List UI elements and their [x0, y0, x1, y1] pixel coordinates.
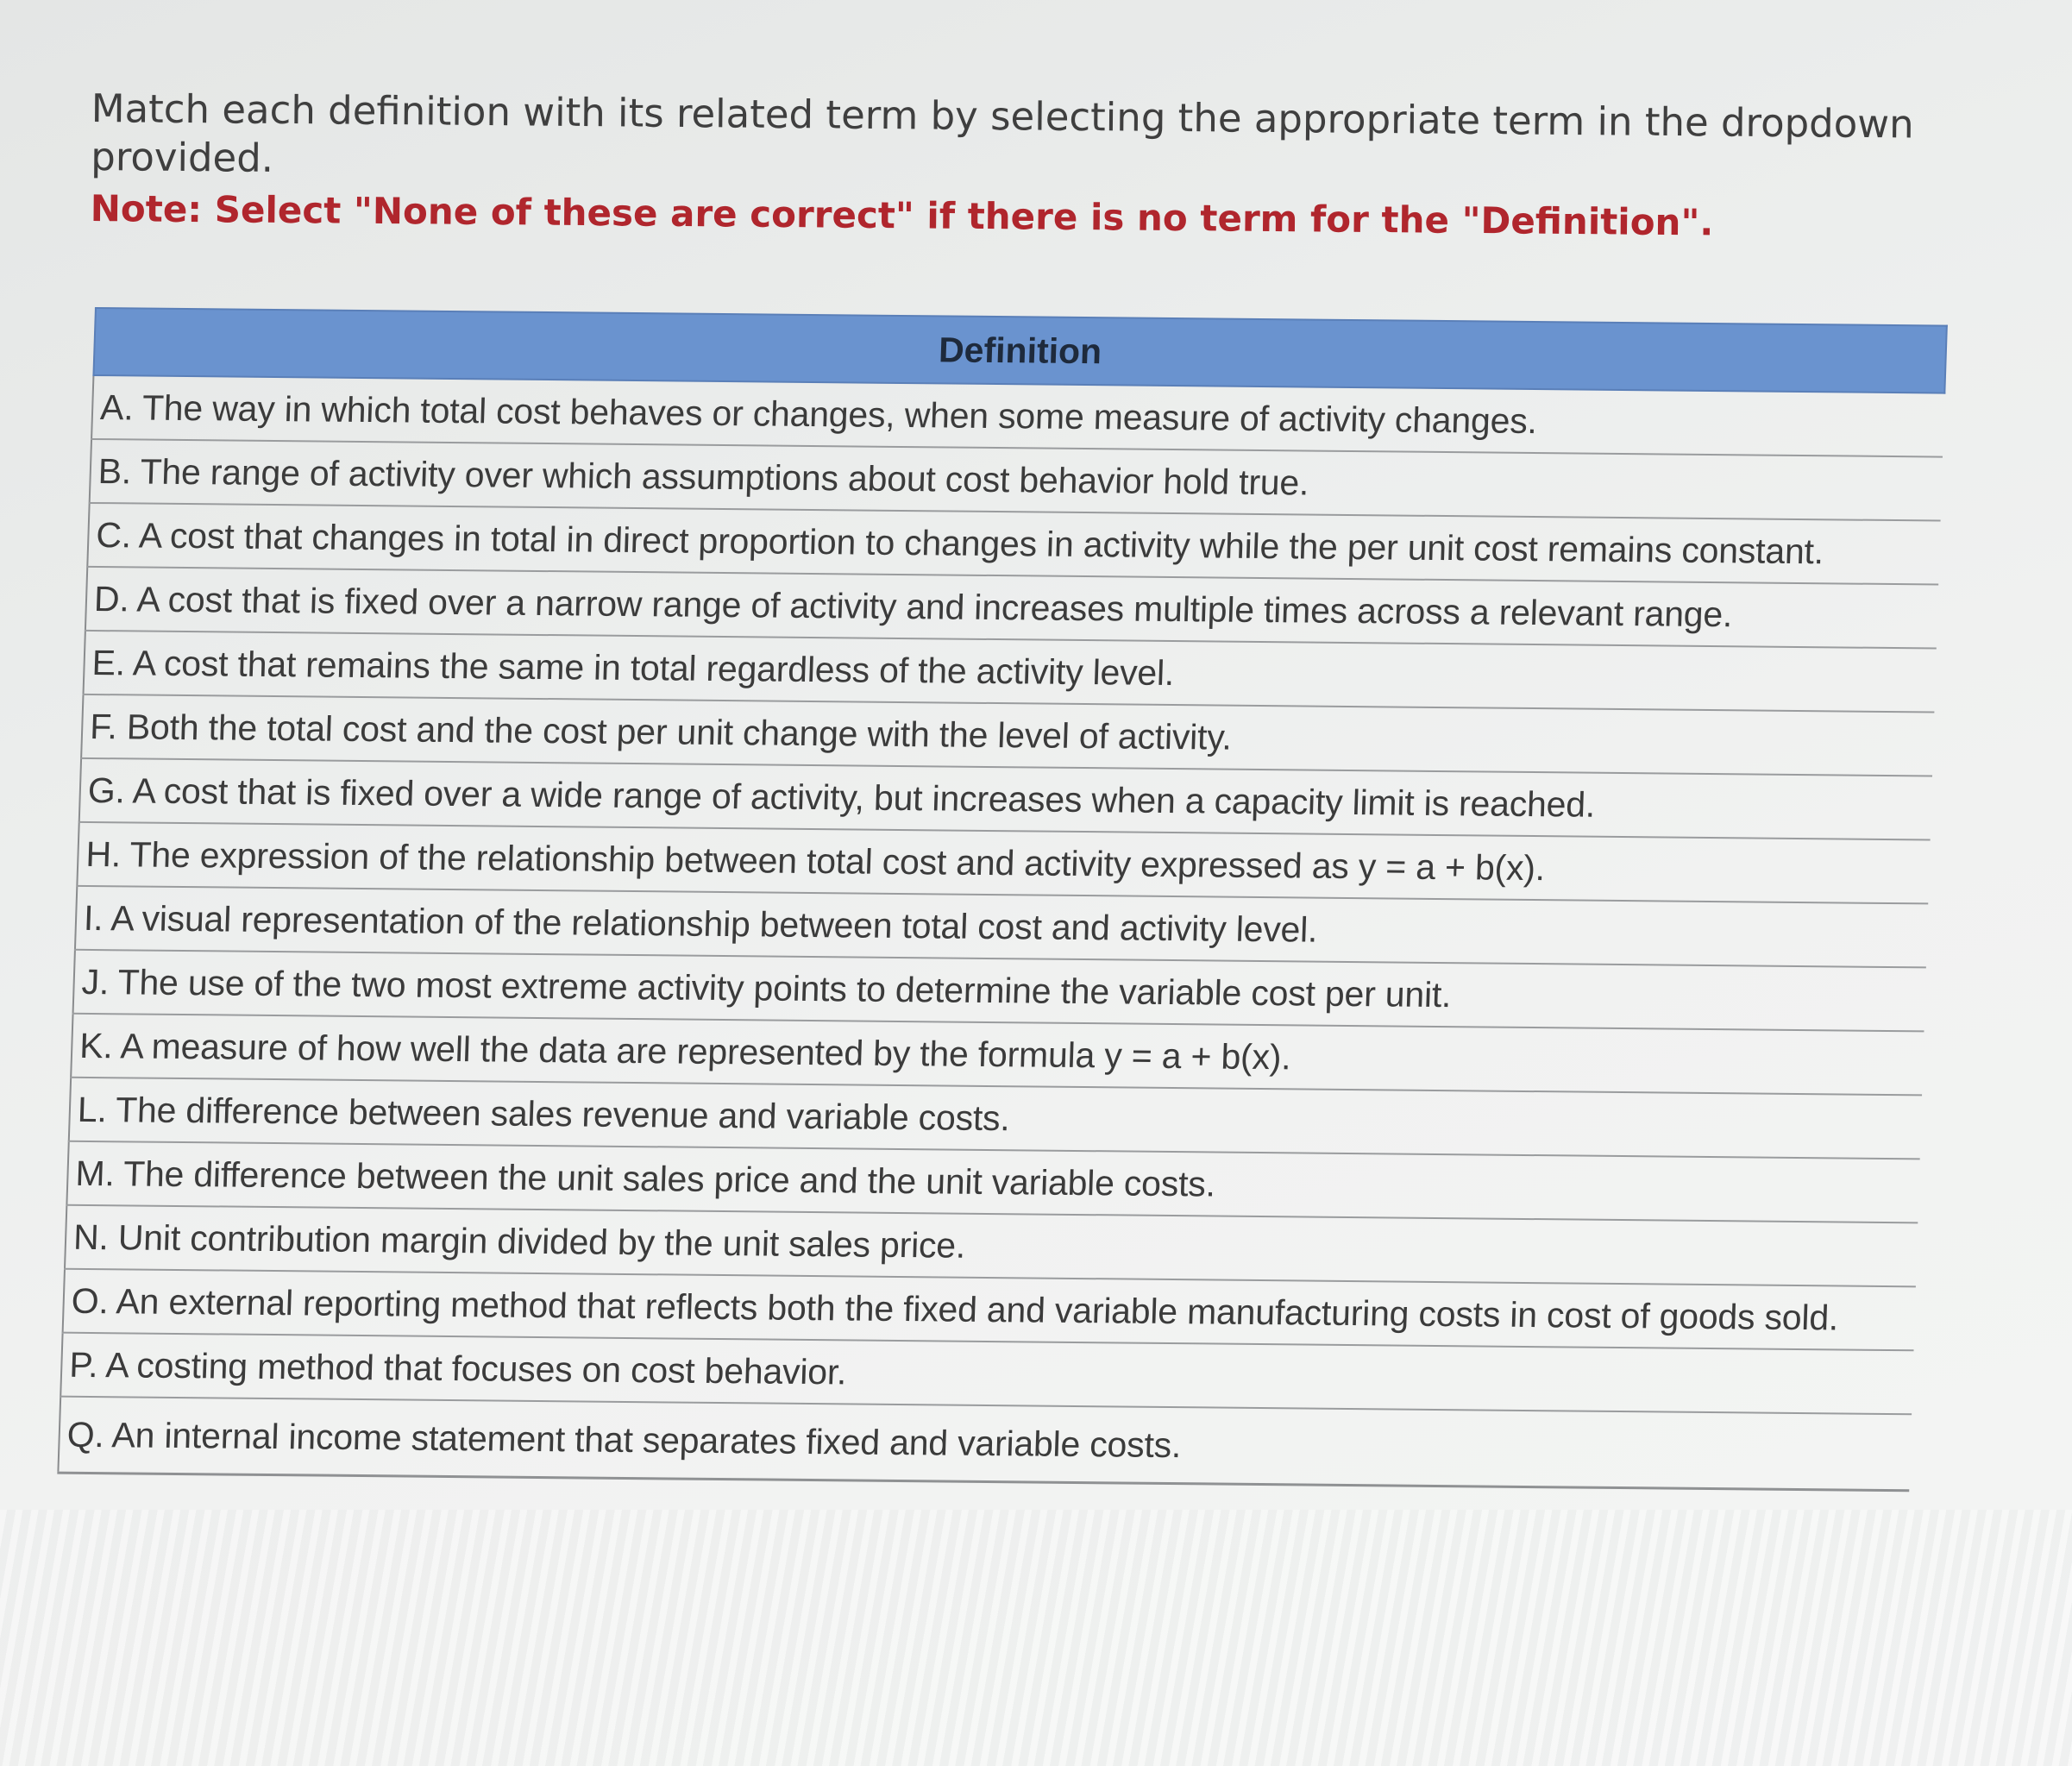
instructions-block — [90, 85, 1945, 251]
definition-cell: M. The difference between the unit sales price and the unit variable costs. — [66, 1141, 1919, 1223]
definition-cell: A. The way in which total cost behaves or changes, when some measure of activity changes. — [91, 375, 1944, 457]
definition-cell: O. An external reporting method that reflects both the fixed and variable manufacturing costs in cost of goods sold. — [63, 1269, 1916, 1351]
definition-cell: G. A cost that is fixed over a wide range of activity, but increases when a capacity limit is reached. — [79, 758, 1932, 840]
definition-cell: N. Unit contribution margin divided by the unit sales price. — [65, 1205, 1918, 1287]
instructions-note: Note: Select "None of these are correct" if there is no term for the "Definition". — [90, 186, 1714, 244]
definition-cell: D. A cost that is fixed over a narrow range of activity and increases multiple times across a relevant range. — [85, 567, 1938, 649]
definition-cell: L. The difference between sales revenue and variable costs. — [69, 1078, 1922, 1160]
definition-cell: B. The range of activity over which assumptions about cost behavior hold true. — [90, 439, 1943, 521]
definition-cell: Q. An internal income statement that separates fixed and variable costs. — [58, 1397, 1912, 1491]
definition-cell: I. A visual representation of the relationship between total cost and activity level. — [75, 886, 1928, 968]
definition-cell: H. The expression of the relationship between total cost and activity expressed as y = a + b(x). — [77, 822, 1930, 904]
definition-column-header: Definition — [93, 308, 1946, 393]
instructions-text: Match each definition with its related term by selecting the appropriate term in the dropdown provided. — [91, 85, 1914, 181]
definition-cell: E. A cost that remains the same in total regardless of the activity level. — [84, 631, 1937, 713]
definition-cell: J. The use of the two most extreme activity points to determine the variable cost per unit. — [73, 950, 1926, 1032]
definition-cell: P. A costing method that focuses on cost behavior. — [60, 1333, 1913, 1415]
background-texture — [0, 1510, 2072, 1766]
definition-cell: F. Both the total cost and the cost per unit change with the level of activity. — [81, 694, 1934, 776]
definition-table-container — [57, 307, 1948, 1492]
definition-cell: K. A measure of how well the data are represented by the formula y = a + b(x). — [71, 1014, 1924, 1096]
definition-table — [57, 307, 1948, 1492]
definition-cell: C. A cost that changes in total in direct proportion to changes in activity while the per unit cost remains constant. — [87, 503, 1940, 585]
